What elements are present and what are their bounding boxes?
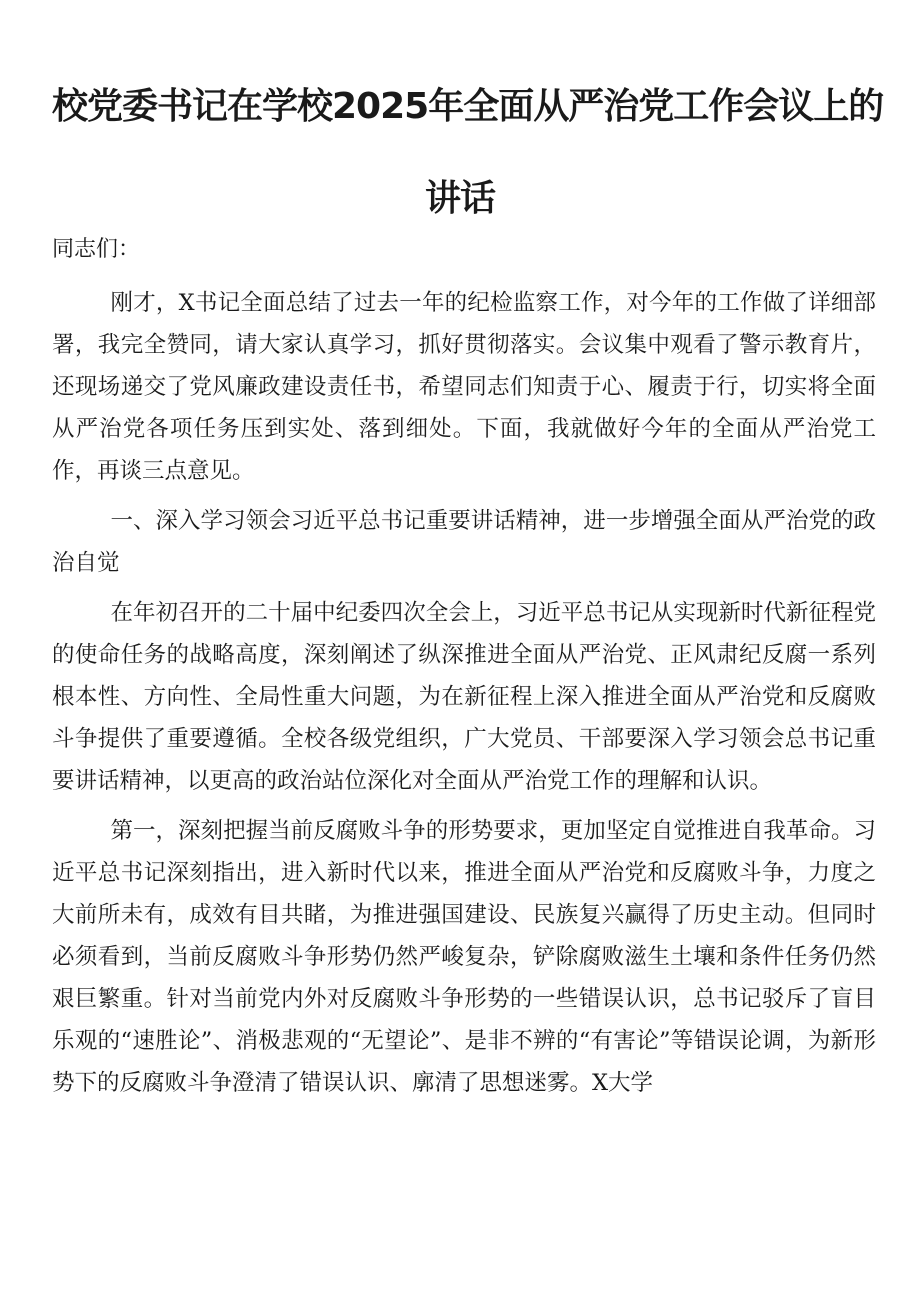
salutation: 同志们： bbox=[52, 237, 141, 262]
document-title-line-2: 讲话 bbox=[424, 178, 495, 219]
point-1-text: 习近平总书记深刻指出，进入新时代以来，推进全面从严治党和反腐败斗争，力度之大前所未有，成效有目共睹，为推进强国建设、民族复兴赢得了历史主动。但同时必须看到，当前反腐败斗争形势仍然严峻复杂，铲除腐败滋生土壤和条件任务仍然艰巨繁重。针对当前党内外对反腐败斗争形势的一些错误认识，总书记驳斥了盲目乐观的“速胜论”、消极悲观的“无望论”、是非不辨的“有害论”等错误论调，为新形势下的反腐败斗争澄清了错误认识、廓清了思想迷雾。X大学 bbox=[52, 818, 876, 1096]
paragraph-point-1 bbox=[52, 810, 876, 1104]
paragraph-opening: 刚才，X书记全面总结了过去一年的纪检监察工作，对今年的工作做了详细部署，我完全赞同，请大家认真学习，抓好贯彻落实。会议集中观看了警示教育片，还现场递交了党风廉政建设责任书，希望同志们知责于心、履责于行，切实将全面从严治党各项任务压到实处、落到细处。下面，我就做好今年的全面从严治党工作，再谈三点意见。 bbox=[52, 290, 876, 484]
document-title-line-1: 校党委书记在学校2025年全面从严治党工作会议上的 bbox=[52, 86, 884, 127]
document-body bbox=[52, 282, 876, 1112]
paragraph-section-1: 在年初召开的二十届中纪委四次全会上，习近平总书记从实现新时代新征程党的使命任务的战略高度，深刻阐述了纵深推进全面从严治党、正风肃纪反腐一系列根本性、方向性、全局性重大问题，为在新征程上深入推进全面从严治党和反腐败斗争提供了重要遵循。全校各级党组织，广大党员、干部要深入学习领会总书记重要讲话精神，以更高的政治站位深化对全面从严治党工作的理解和认识。 bbox=[52, 600, 876, 794]
section-heading-1: 一、深入学习领会习近平总书记重要讲话精神，进一步增强全面从严治党的政治自觉 bbox=[52, 508, 876, 576]
point-1-lead: 第一，深刻把握当前反腐败斗争的形势要求，更加坚定自觉推进自我革命。 bbox=[110, 818, 854, 844]
